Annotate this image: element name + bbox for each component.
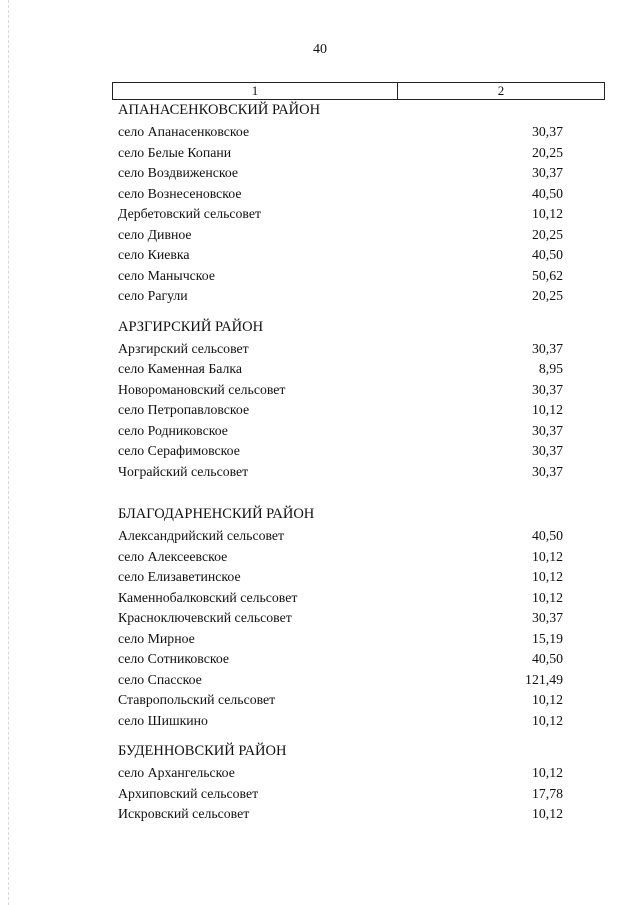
table-row	[118, 380, 563, 401]
scan-margin-line	[8, 0, 9, 905]
settlement-value: 50,62	[531, 267, 563, 283]
district-section-apanasenkovsky	[118, 101, 563, 307]
settlement-value: 40,50	[531, 247, 563, 262]
settlement-value: 40,50	[531, 185, 563, 201]
section-spacer	[118, 307, 563, 318]
table-row	[118, 784, 563, 805]
settlement-name: село Каменная Балка	[118, 361, 243, 376]
settlement-name: Арзгирский сельсовет	[118, 340, 249, 356]
section-spacer	[118, 482, 563, 505]
settlement-value: 10,12	[531, 569, 563, 584]
table-row	[118, 649, 563, 670]
table-row	[118, 122, 563, 143]
settlement-name: Новоромановский сельсовет	[118, 381, 286, 397]
table-row	[118, 441, 563, 462]
settlement-value: 10,12	[531, 692, 563, 707]
table-row	[118, 339, 563, 360]
settlement-name: село Белые Копани	[118, 144, 232, 160]
settlement-name: Каменнобалковский сельсовет	[118, 589, 298, 605]
table-row	[118, 204, 563, 225]
settlement-name: село Киевка	[118, 247, 190, 262]
page-number: 40	[313, 42, 327, 57]
settlement-name: село Дивное	[118, 226, 192, 242]
table-row	[118, 163, 563, 184]
table-row	[118, 359, 563, 380]
section-spacer	[118, 731, 563, 742]
district-section-arzgirsky	[118, 318, 563, 483]
table-row	[118, 526, 563, 547]
table-row	[118, 588, 563, 609]
settlement-name: село Серафимовское	[118, 443, 240, 458]
settlement-value: 10,12	[531, 548, 563, 564]
table-row	[118, 804, 563, 825]
settlement-name: село Манычское	[118, 267, 215, 283]
table-header	[112, 82, 605, 100]
settlement-name: село Мирное	[118, 630, 195, 646]
table-row	[118, 690, 563, 711]
table-row	[118, 608, 563, 629]
settlement-value: 30,37	[531, 124, 563, 139]
settlement-name: село Архангельское	[118, 765, 235, 780]
settlement-name: село Спасское	[118, 671, 202, 687]
settlement-name: Дербетовский сельсовет	[118, 206, 261, 221]
settlement-value: 121,49	[525, 671, 563, 687]
settlement-name: Красноключевский сельсовет	[118, 610, 292, 625]
table-row	[118, 184, 563, 205]
settlement-name: село Апанасенковское	[118, 124, 250, 139]
settlement-value: 30,37	[531, 443, 563, 458]
settlement-name: село Рагули	[118, 288, 188, 303]
settlement-name: село Сотниковское	[118, 651, 230, 666]
settlement-value: 10,12	[531, 712, 563, 728]
table-row	[118, 266, 563, 287]
table-row	[118, 225, 563, 246]
settlement-value: 30,37	[531, 610, 563, 625]
table-row	[118, 143, 563, 164]
settlement-name: село Елизаветинское	[118, 569, 241, 584]
settlement-name: Чограйский сельсовет	[118, 463, 249, 479]
table-row	[118, 421, 563, 442]
settlement-value: 20,25	[531, 226, 563, 242]
settlement-name: село Вознесеновское	[118, 185, 242, 201]
settlement-value: 40,50	[531, 528, 563, 543]
settlement-value: 10,12	[531, 402, 563, 417]
settlement-value: 17,78	[531, 785, 563, 801]
settlement-value: 8,95	[538, 361, 563, 376]
table-body	[118, 101, 563, 825]
settlement-name: село Алексеевское	[118, 548, 228, 564]
settlement-value: 20,25	[531, 288, 563, 303]
district-title: АПАНАСЕНКОВСКИЙ РАЙОН	[118, 102, 321, 118]
settlement-value: 10,12	[531, 765, 563, 780]
district-title: БУДЕННОВСКИЙ РАЙОН	[118, 743, 287, 759]
settlement-name: Архиповский сельсовет	[118, 785, 259, 801]
settlement-name: Ставропольский сельсовет	[118, 692, 276, 707]
table-row	[118, 763, 563, 784]
settlement-name: село Родниковское	[118, 422, 228, 438]
table-row	[118, 462, 563, 483]
settlement-value: 10,12	[531, 806, 563, 821]
district-title: АРЗГИРСКИЙ РАЙОН	[118, 318, 264, 335]
district-title: БЛАГОДАРНЕНСКИЙ РАЙОН	[118, 506, 315, 522]
column-header-1: 1	[113, 83, 398, 99]
table-row	[118, 567, 563, 588]
settlement-name: село Воздвиженское	[118, 165, 239, 180]
settlement-value: 15,19	[531, 630, 563, 646]
settlement-value: 20,25	[531, 144, 563, 160]
table-row	[118, 547, 563, 568]
settlement-name: село Шишкино	[118, 712, 208, 728]
settlement-value: 30,37	[531, 381, 563, 397]
settlement-value: 10,12	[531, 206, 563, 221]
table-row	[118, 629, 563, 650]
settlement-name: Искровский сельсовет	[118, 806, 250, 821]
table-row	[118, 711, 563, 732]
district-section-budennovsky	[118, 742, 563, 825]
column-header-2: 2	[497, 83, 505, 98]
settlement-value: 10,12	[531, 589, 563, 605]
table-row	[118, 245, 563, 266]
settlement-value: 30,37	[531, 340, 563, 356]
settlement-name: Александрийский сельсовет	[118, 528, 285, 543]
settlement-value: 30,37	[531, 463, 563, 479]
settlement-value: 40,50	[531, 651, 563, 666]
district-section-blagodarnensky	[118, 505, 563, 731]
settlement-name: село Петропавловское	[118, 402, 250, 417]
settlement-value: 30,37	[531, 165, 563, 180]
table-row	[118, 286, 563, 307]
table-row	[118, 670, 563, 691]
settlement-value: 30,37	[531, 422, 563, 438]
table-row	[118, 400, 563, 421]
